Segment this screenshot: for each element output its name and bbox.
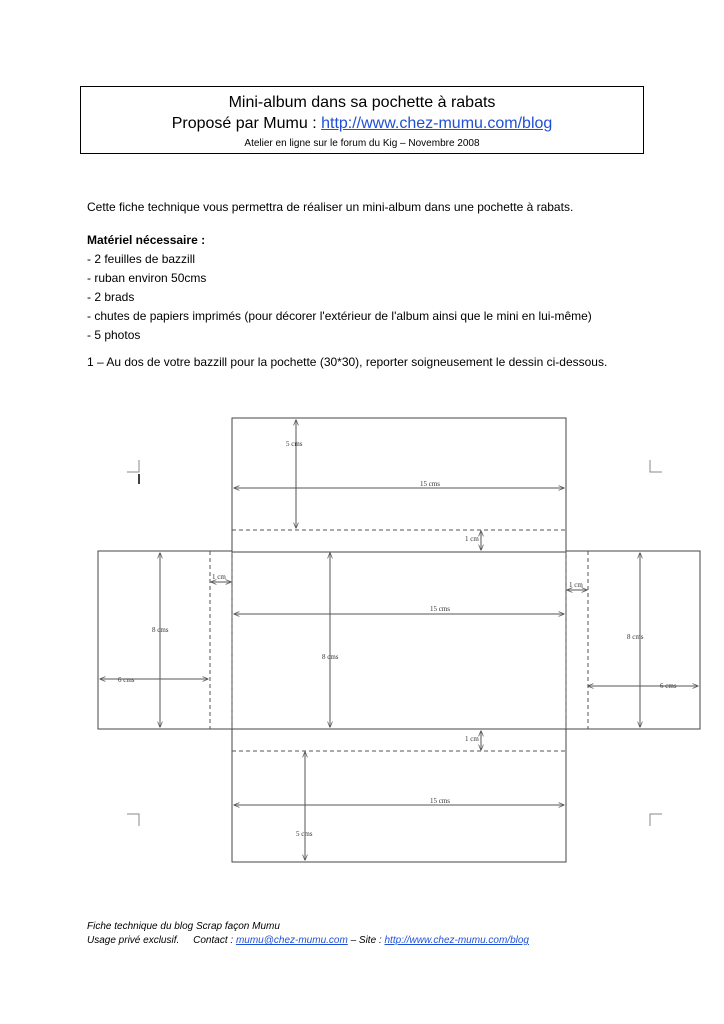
footer-contact-prefix: Usage privé exclusif. Contact : <box>87 935 236 946</box>
label-left-height: 8 cms <box>152 626 169 634</box>
label-right-height: 8 cms <box>627 633 644 641</box>
footer-line-1: Fiche technique du blog Scrap façon Mumu <box>87 921 280 932</box>
site-link[interactable]: http://www.chez-mumu.com/blog <box>384 935 529 946</box>
bottom-flap <box>232 729 566 862</box>
crop-mark-bl <box>127 814 139 826</box>
intro-paragraph: Cette fiche technique vous permettra de réaliser un mini-album dans une pochette à rabats. <box>87 200 574 214</box>
label-bottom-width: 15 cms <box>430 797 451 805</box>
crop-mark-br <box>650 814 662 826</box>
email-link[interactable]: mumu@chez-mumu.com <box>235 935 348 946</box>
label-right-width: 6 cms <box>660 682 677 690</box>
subtitle-prefix: Proposé par Mumu : <box>171 115 322 132</box>
footer-line-2 <box>87 934 529 948</box>
blog-link[interactable]: http://www.chez-mumu.com/blog <box>321 115 553 132</box>
label-top-width: 15 cms <box>420 480 441 488</box>
label-top-flap-height: 5 cms <box>286 440 303 448</box>
footer-site-prefix: – Site : <box>347 935 385 946</box>
materials-heading: Matériel nécessaire : <box>87 233 206 247</box>
list-item: - 5 photos <box>87 328 141 342</box>
label-bottom-fold: 1 cm <box>465 735 479 743</box>
top-flap <box>232 418 566 552</box>
document-title: Mini-album dans sa pochette à rabats <box>228 94 496 111</box>
crop-mark-tl <box>127 460 139 472</box>
list-item: - 2 brads <box>87 290 135 304</box>
list-item: - 2 feuilles de bazzill <box>87 252 196 266</box>
list-item: - ruban environ 50cms <box>87 271 207 285</box>
footer <box>87 920 529 948</box>
crop-mark-tr <box>650 460 662 472</box>
list-item: - chutes de papiers imprimés (pour décorer l'extérieur de l'album ainsi que le mini en lui-même) <box>87 309 592 323</box>
label-center-height: 8 cms <box>322 653 339 661</box>
tagline: Atelier en ligne sur le forum du Kig – Novembre 2008 <box>244 138 480 149</box>
label-left-fold: 1 cm <box>212 573 226 581</box>
label-bottom-flap-height: 5 cms <box>296 830 313 838</box>
label-left-width: 6 cms <box>118 676 135 684</box>
label-top-fold: 1 cm <box>465 535 479 543</box>
label-right-fold: 1 cm <box>569 581 583 589</box>
label-center-width: 15 cms <box>430 605 451 613</box>
step-1-instruction: 1 – Au dos de votre bazzill pour la pochette (30*30), reporter soigneusement le dessin ci-dessous. <box>87 355 608 369</box>
